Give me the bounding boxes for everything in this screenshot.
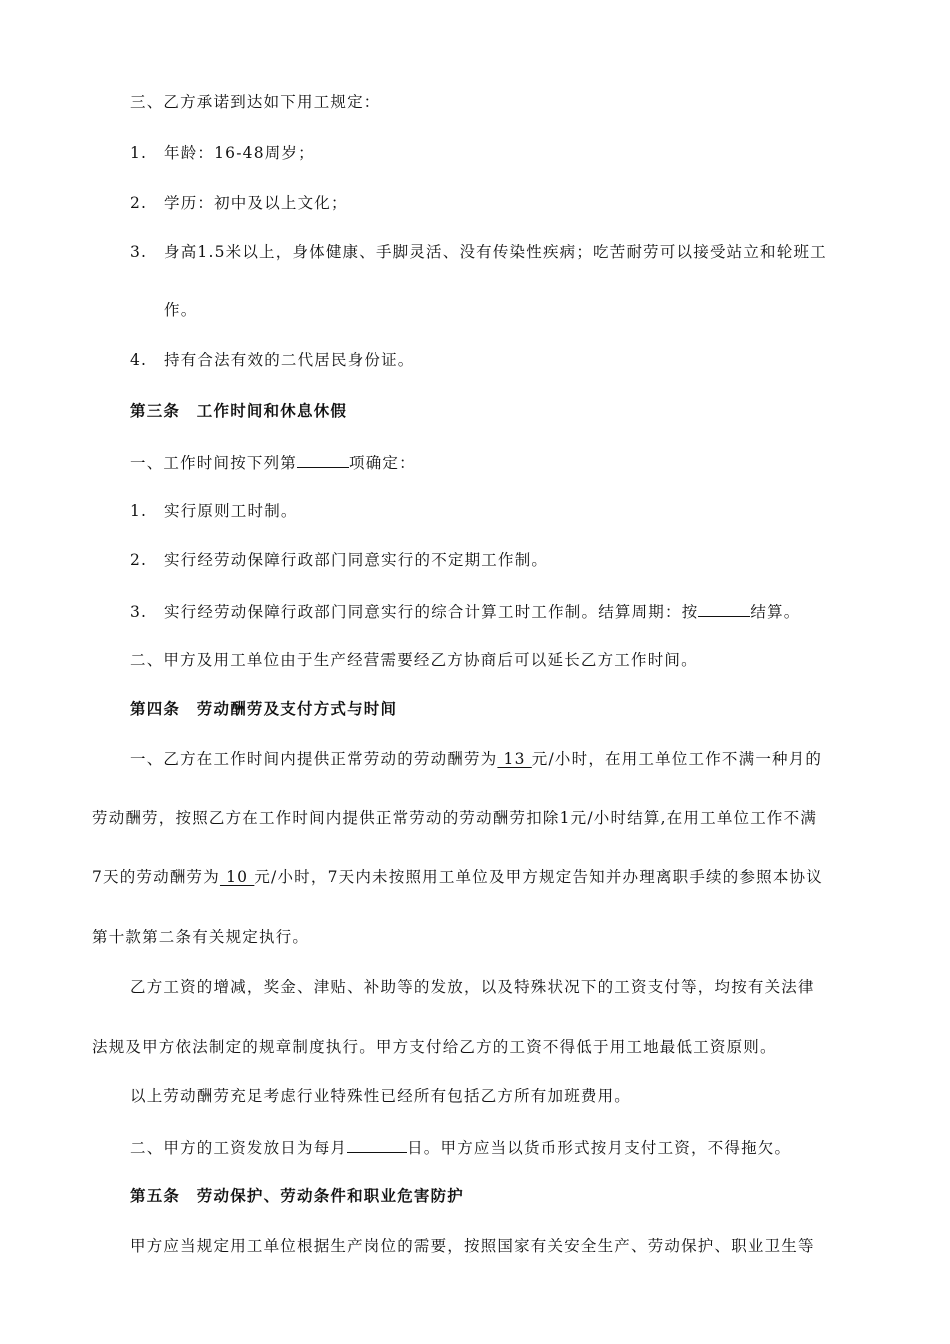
- working-time-flexible: 2. 实行经劳动保障行政部门同意实行的不定期工作制。: [130, 551, 549, 569]
- pay-clause-line-2: 劳动酬劳，按照乙方在工作时间内提供正常劳动的劳动酬劳扣除1元/小时结算,在用工单位工作不满: [92, 809, 818, 827]
- requirement-education: 2. 学历：初中及以上文化；: [130, 194, 348, 212]
- settlement-period-blank: [698, 600, 750, 617]
- working-time-standard: 1. 实行原则工时制。: [130, 502, 298, 520]
- article-5-paragraph: 甲方应当规定用工单位根据生产岗位的需要，按照国家有关安全生产、劳动保护、职业卫生等: [130, 1237, 815, 1255]
- short-term-rate-value: 10: [219, 868, 255, 886]
- employment-requirements-heading: 三、乙方承诺到达如下用工规定：: [130, 93, 381, 111]
- pay-clause-line-4: 第十款第二条有关规定执行。: [92, 928, 310, 946]
- working-time-option-blank: [297, 451, 349, 468]
- overtime-clause: 二、甲方及用工单位由于生产经营需要经乙方协商后可以延长乙方工作时间。: [130, 651, 698, 669]
- pay-clause-line-3: 7天的劳动酬劳为 10 元/小时，7天内未按照用工单位及甲方规定告知并办理离职手续的参照本协议: [92, 868, 823, 886]
- article-5-title: 第五条 劳动保护、劳动条件和职业危害防护: [130, 1186, 465, 1205]
- pay-clause-line-1: 一、乙方在工作时间内提供正常劳动的劳动酬劳为 13 元/小时，在用工单位工作不满一种月的: [130, 750, 823, 768]
- requirement-age: 1. 年龄：16-48周岁；: [130, 144, 315, 162]
- working-time-comprehensive: 3. 实行经劳动保障行政部门同意实行的综合计算工时工作制。结算周期：按 结算。: [130, 600, 801, 622]
- wage-clause-line-1: 乙方工资的增减，奖金、津贴、补助等的发放，以及特殊状况下的工资支付等，均按有关法律: [130, 978, 815, 996]
- payday-blank: [347, 1136, 407, 1153]
- requirement-health-continued: 作。: [164, 301, 198, 319]
- payday-clause: 二、甲方的工资发放日为每月 日。甲方应当以货币形式按月支付工资，不得拖欠。: [130, 1136, 791, 1158]
- working-time-intro: 一、工作时间按下列第 项确定：: [130, 451, 416, 473]
- article-4-title: 第四条 劳动酬劳及支付方式与时间: [130, 699, 398, 718]
- requirement-health: 3. 身高1.5米以上，身体健康、手脚灵活、没有传染性疾病；吃苦耐劳可以接受站立和轮班工: [130, 243, 827, 261]
- hourly-rate-value: 13: [497, 750, 532, 768]
- wage-clause-overtime-included: 以上劳动酬劳充足考虑行业特殊性已经所有包括乙方所有加班费用。: [130, 1087, 632, 1105]
- article-3-title: 第三条 工作时间和休息休假: [130, 401, 348, 420]
- wage-clause-line-2: 法规及甲方依法制定的规章制度执行。甲方支付给乙方的工资不得低于用工地最低工资原则。: [92, 1038, 777, 1056]
- requirement-id-card: 4. 持有合法有效的二代居民身份证。: [130, 351, 415, 369]
